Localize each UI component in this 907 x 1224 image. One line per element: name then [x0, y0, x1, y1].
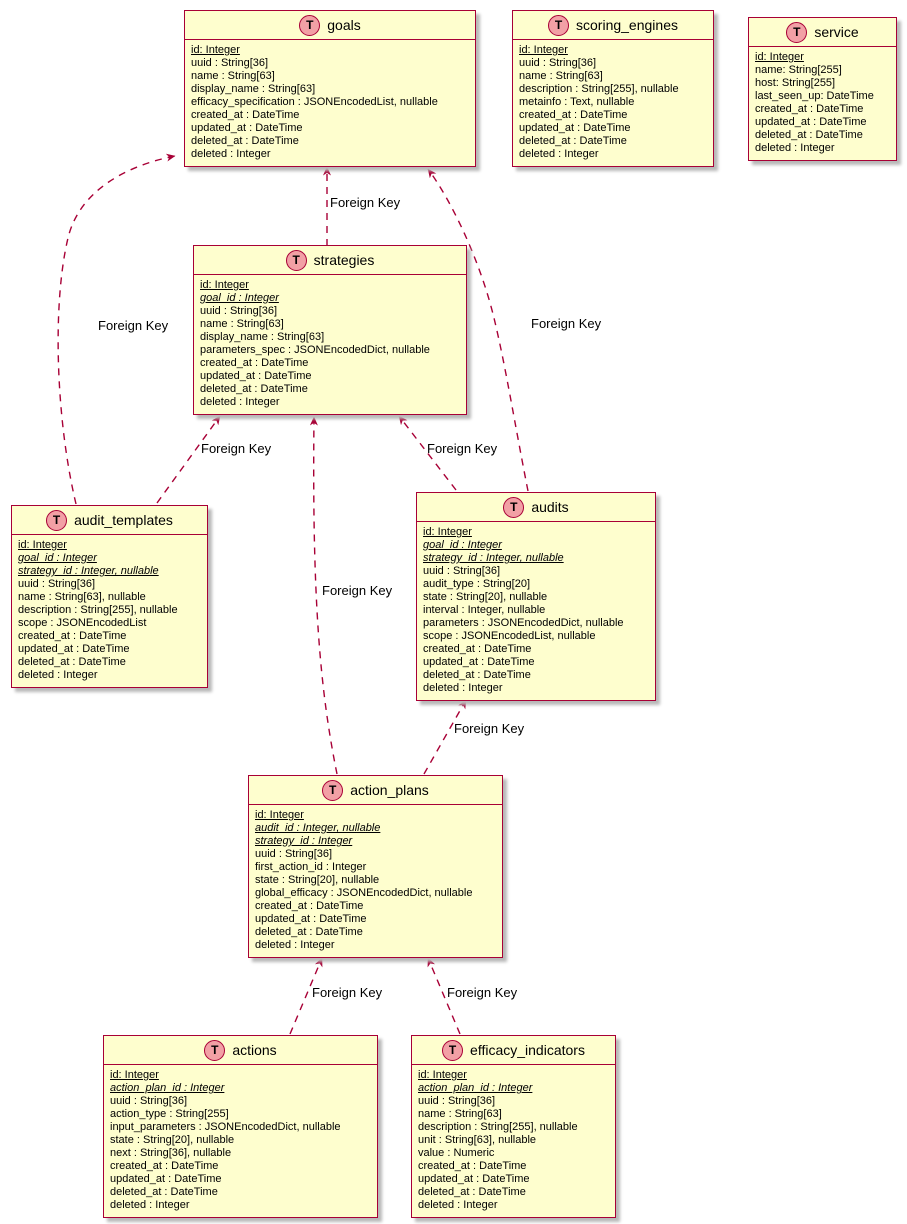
table-icon: T [442, 1040, 463, 1061]
table-field: name : String[63] [191, 70, 275, 82]
table-field: name: String[255] [755, 64, 842, 76]
table-field: goal_id : Integer [423, 539, 502, 551]
table-strategies [193, 245, 467, 415]
table-field: updated_at : DateTime [18, 643, 130, 655]
table-field: created_at : DateTime [519, 109, 628, 121]
table-scoring-engines-fields [513, 40, 713, 166]
table-field: efficacy_specification : JSONEncodedList, nullable [191, 96, 438, 108]
table-goals-header [185, 11, 475, 40]
foreign-key-label: Foreign Key [322, 583, 393, 598]
foreign-key-label: Foreign Key [427, 441, 498, 456]
table-audit-templates [11, 505, 208, 688]
table-field: goal_id : Integer [18, 552, 97, 564]
table-actions-header [104, 1036, 377, 1065]
table-icon: T [204, 1040, 225, 1061]
table-field: strategy_id : Integer [255, 835, 353, 847]
table-field: updated_at : DateTime [418, 1173, 530, 1185]
table-field: updated_at : DateTime [200, 370, 312, 382]
table-field: goal_id : Integer [200, 292, 279, 304]
table-scoring-engines-title: scoring_engines [576, 17, 678, 33]
table-field: description : String[255], nullable [519, 83, 679, 95]
table-field: state : String[20], nullable [423, 591, 548, 603]
table-field: scope : JSONEncodedList [18, 617, 147, 629]
table-field: input_parameters : JSONEncodedDict, nullable [110, 1121, 341, 1133]
table-field: uuid : String[36] [110, 1095, 188, 1107]
arrow-audit-templates-to-strategies [157, 416, 220, 503]
table-field: id: Integer [110, 1069, 159, 1081]
table-goals [184, 10, 476, 167]
table-strategies-header [194, 246, 466, 275]
table-field: deleted_at : DateTime [755, 129, 863, 141]
table-field: deleted_at : DateTime [200, 383, 308, 395]
table-field: next : String[36], nullable [110, 1147, 232, 1159]
table-field: name : String[63], nullable [18, 591, 146, 603]
table-field: scope : JSONEncodedList, nullable [423, 630, 596, 642]
foreign-key-label: Foreign Key [98, 318, 169, 333]
table-field: created_at : DateTime [18, 630, 127, 642]
table-field: global_efficacy : JSONEncodedDict, nullable [255, 887, 473, 899]
table-service-fields [749, 47, 896, 160]
table-field: id: Integer [18, 539, 67, 551]
foreign-key-label: Foreign Key [312, 985, 383, 1000]
table-field: created_at : DateTime [200, 357, 309, 369]
table-field: deleted_at : DateTime [18, 656, 126, 668]
table-field: strategy_id : Integer, nullable [18, 565, 159, 577]
table-field: strategy_id : Integer, nullable [423, 552, 564, 564]
table-strategies-fields [194, 275, 466, 414]
table-icon: T [46, 510, 67, 531]
table-service-title: service [814, 24, 859, 40]
table-actions-fields [104, 1065, 377, 1217]
foreign-key-label: Foreign Key [330, 195, 401, 210]
table-field: description : String[255], nullable [418, 1121, 578, 1133]
table-icon: T [503, 497, 524, 518]
foreign-key-label: Foreign Key [531, 316, 602, 331]
table-icon: T [786, 22, 807, 43]
table-field: created_at : DateTime [110, 1160, 219, 1172]
table-field: name : String[63] [519, 70, 603, 82]
table-field: uuid : String[36] [18, 578, 96, 590]
table-field: deleted : Integer [191, 148, 271, 160]
table-actions [103, 1035, 378, 1218]
table-field: action_type : String[255] [110, 1108, 229, 1120]
table-icon: T [286, 250, 307, 271]
table-scoring-engines-header [513, 11, 713, 40]
table-field: audit_type : String[20] [423, 578, 531, 590]
table-field: uuid : String[36] [423, 565, 501, 577]
table-efficacy-indicators-header [412, 1036, 615, 1065]
table-field: created_at : DateTime [418, 1160, 527, 1172]
table-icon: T [322, 780, 343, 801]
table-audits-fields [417, 522, 655, 700]
table-field: uuid : String[36] [418, 1095, 496, 1107]
foreign-key-label: Foreign Key [447, 985, 518, 1000]
table-efficacy-indicators-fields [412, 1065, 615, 1217]
table-field: id: Integer [519, 44, 568, 56]
table-field: deleted : Integer [255, 939, 335, 951]
table-action-plans [248, 775, 503, 958]
table-field: created_at : DateTime [755, 103, 864, 115]
table-field: action_plan_id : Integer [110, 1082, 225, 1094]
table-field: unit : String[63], nullable [418, 1134, 537, 1146]
table-icon: T [548, 15, 569, 36]
table-field: name : String[63] [418, 1108, 502, 1120]
table-scoring-engines [512, 10, 714, 167]
table-field: updated_at : DateTime [255, 913, 367, 925]
table-field: action_plan_id : Integer [418, 1082, 533, 1094]
table-field: deleted : Integer [755, 142, 835, 154]
table-field: uuid : String[36] [519, 57, 597, 69]
table-field: host: String[255] [755, 77, 836, 89]
table-field: updated_at : DateTime [423, 656, 535, 668]
table-field: state : String[20], nullable [255, 874, 380, 886]
table-field: updated_at : DateTime [755, 116, 867, 128]
table-field: updated_at : DateTime [519, 122, 631, 134]
table-field: uuid : String[36] [200, 305, 278, 317]
table-field: parameters : JSONEncodedDict, nullable [423, 617, 624, 629]
table-field: deleted : Integer [519, 148, 599, 160]
table-field: id: Integer [755, 51, 804, 63]
table-field: deleted_at : DateTime [418, 1186, 526, 1198]
table-field: deleted : Integer [423, 682, 503, 694]
table-audits-title: audits [531, 499, 569, 515]
table-field: created_at : DateTime [255, 900, 364, 912]
table-field: last_seen_up: DateTime [755, 90, 874, 102]
table-field: id: Integer [418, 1069, 467, 1081]
table-icon: T [299, 15, 320, 36]
table-field: display_name : String[63] [200, 331, 325, 343]
table-field: deleted_at : DateTime [519, 135, 627, 147]
table-efficacy-indicators-title: efficacy_indicators [470, 1042, 585, 1058]
table-service [748, 17, 897, 161]
table-efficacy-indicators [411, 1035, 616, 1218]
table-field: description : String[255], nullable [18, 604, 178, 616]
table-field: id: Integer [191, 44, 240, 56]
table-field: value : Numeric [418, 1147, 495, 1159]
table-action-plans-fields [249, 805, 502, 957]
table-action-plans-title: action_plans [350, 782, 429, 798]
arrow-action-plans-to-audits [424, 700, 466, 774]
table-audit-templates-fields [12, 535, 207, 687]
table-goals-fields [185, 40, 475, 166]
table-field: id: Integer [200, 279, 249, 291]
table-field: uuid : String[36] [191, 57, 269, 69]
table-field: display_name : String[63] [191, 83, 316, 95]
table-field: parameters_spec : JSONEncodedDict, nullable [200, 344, 430, 356]
table-field: metainfo : Text, nullable [519, 96, 635, 108]
table-field: updated_at : DateTime [191, 122, 303, 134]
table-field: deleted_at : DateTime [423, 669, 531, 681]
table-field: created_at : DateTime [191, 109, 300, 121]
table-field: deleted : Integer [418, 1199, 498, 1211]
table-field: state : String[20], nullable [110, 1134, 235, 1146]
table-audit-templates-header [12, 506, 207, 535]
table-action-plans-header [249, 776, 502, 805]
table-field: deleted_at : DateTime [191, 135, 299, 147]
foreign-key-label: Foreign Key [201, 441, 272, 456]
table-field: audit_id : Integer, nullable [255, 822, 381, 834]
table-field: id: Integer [423, 526, 472, 538]
table-audits-header [417, 493, 655, 522]
table-field: deleted : Integer [110, 1199, 190, 1211]
table-field: name : String[63] [200, 318, 284, 330]
table-audit-templates-title: audit_templates [74, 512, 173, 528]
table-field: deleted_at : DateTime [255, 926, 363, 938]
table-audits [416, 492, 656, 701]
table-field: deleted : Integer [18, 669, 98, 681]
table-field: created_at : DateTime [423, 643, 532, 655]
table-field: first_action_id : Integer [255, 861, 367, 873]
table-field: id: Integer [255, 809, 304, 821]
table-field: deleted_at : DateTime [110, 1186, 218, 1198]
table-goals-title: goals [327, 17, 361, 33]
foreign-key-label: Foreign Key [454, 721, 525, 736]
table-field: uuid : String[36] [255, 848, 333, 860]
table-actions-title: actions [232, 1042, 277, 1058]
table-field: deleted : Integer [200, 396, 280, 408]
table-field: updated_at : DateTime [110, 1173, 222, 1185]
table-strategies-title: strategies [313, 252, 375, 268]
table-field: interval : Integer, nullable [423, 604, 546, 616]
table-service-header [749, 18, 896, 47]
